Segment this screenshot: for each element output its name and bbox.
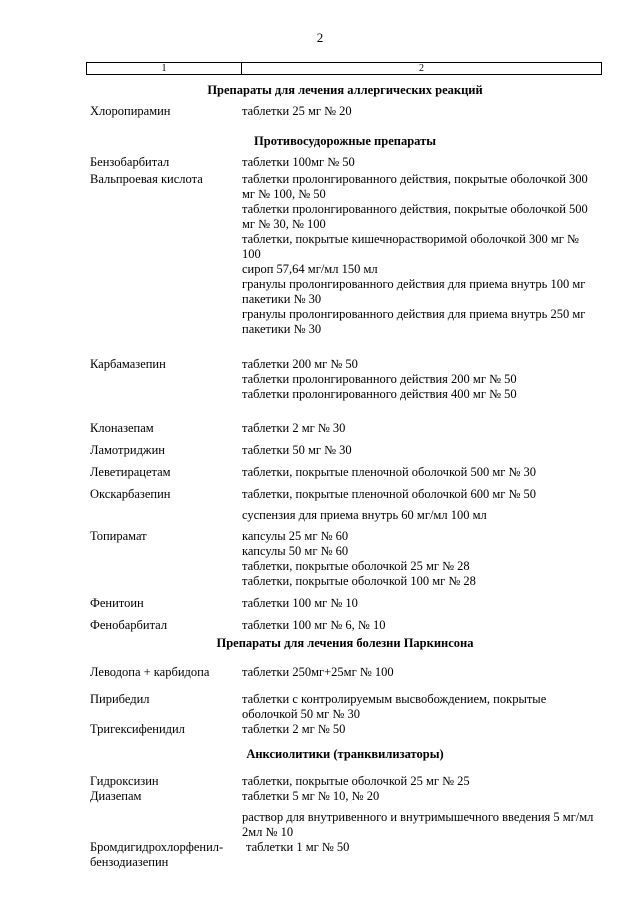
section-title: Препараты для лечения болезни Паркинсона bbox=[216, 636, 474, 650]
drug-form: таблетки, покрытые пленочной оболочкой 600 мг № 50 bbox=[242, 487, 537, 501]
section-title: Анксиолитики (транквилизаторы) bbox=[246, 747, 444, 761]
drug-form: таблетки 1 мг № 50 bbox=[246, 840, 350, 854]
drug-name: Фенитоин bbox=[90, 596, 144, 610]
drug-entry bbox=[90, 465, 600, 480]
drug-name: Гидроксизин bbox=[90, 774, 159, 788]
drug-entry bbox=[90, 692, 600, 722]
drug-form: таблетки 100 мг № 10 bbox=[242, 596, 358, 610]
drug-form: таблетки 2 мг № 30 bbox=[242, 421, 346, 435]
drug-name: Бензобарбитал bbox=[90, 155, 170, 169]
drug-form: таблетки 2 мг № 50 bbox=[242, 722, 346, 736]
drug-entry bbox=[90, 357, 600, 402]
drug-name: Вальпроевая кислота bbox=[90, 172, 203, 186]
drug-form: таблетки 25 мг № 20 bbox=[242, 104, 352, 118]
drug-form: таблетки 100мг № 50 bbox=[242, 155, 355, 169]
drug-entry bbox=[90, 618, 600, 633]
drug-name: Тригексифенидил bbox=[90, 722, 185, 736]
drug-entry bbox=[90, 487, 600, 523]
drug-form: таблетки 5 мг № 10, № 20 bbox=[242, 789, 380, 803]
drug-name: Диазепам bbox=[90, 789, 142, 803]
drug-entry bbox=[90, 443, 600, 458]
drug-form: капсулы 25 мг № 60 bbox=[242, 529, 349, 543]
drug-form: таблетки пролонгированного действия 400 мг № 50 bbox=[242, 387, 517, 401]
drug-entry bbox=[90, 172, 600, 337]
drug-form: сироп 57,64 мг/мл 150 мл bbox=[242, 262, 378, 276]
drug-form: таблетки 100 мг № 6, № 10 bbox=[242, 618, 386, 632]
drug-name: Окскарбазепин bbox=[90, 487, 171, 501]
drug-form: гранулы пролонгированного действия для приема внутрь 250 мг пакетики № 30 bbox=[242, 307, 586, 336]
drug-name: Топирамат bbox=[90, 529, 147, 543]
drug-name: Клоназепам bbox=[90, 421, 154, 435]
drug-name: Леводопа + карбидопа bbox=[90, 665, 210, 679]
drug-list bbox=[90, 80, 600, 870]
drug-name: Хлоропирамин bbox=[90, 104, 171, 118]
drug-form: таблетки пролонгированного действия, покрытые оболочкой 500 мг № 30, № 100 bbox=[242, 202, 588, 231]
drug-entry bbox=[90, 840, 600, 870]
drug-form: суспензия для приема внутрь 60 мг/мл 100 мл bbox=[242, 508, 487, 522]
drug-name: Пирибедил bbox=[90, 692, 150, 706]
drug-name: Ламотриджин bbox=[90, 443, 165, 457]
drug-form: таблетки, покрытые пленочной оболочкой 500 мг № 30 bbox=[242, 465, 537, 479]
column-header-row bbox=[86, 62, 602, 75]
drug-form: таблетки с контролируемым высвобождением, покрытые оболочкой 50 мг № 30 bbox=[242, 692, 547, 721]
drug-name: Бромдигидрохлорфенил-бензодиазепин bbox=[90, 840, 224, 869]
section-title: Препараты для лечения аллергических реакций bbox=[207, 83, 483, 97]
drug-entry bbox=[90, 104, 600, 119]
drug-form: таблетки 200 мг № 50 bbox=[242, 357, 358, 371]
drug-entry bbox=[90, 596, 600, 611]
drug-name: Карбамазепин bbox=[90, 357, 166, 371]
drug-form: таблетки пролонгированного действия 200 мг № 50 bbox=[242, 372, 517, 386]
drug-form: таблетки, покрытые оболочкой 25 мг № 28 bbox=[242, 559, 470, 573]
drug-entry bbox=[90, 529, 600, 589]
drug-entry bbox=[90, 665, 600, 680]
drug-entry bbox=[90, 722, 600, 737]
drug-form: гранулы пролонгированного действия для приема внутрь 100 мг пакетики № 30 bbox=[242, 277, 586, 306]
column-header-1: 1 bbox=[87, 63, 242, 74]
drug-entry bbox=[90, 421, 600, 436]
drug-entry bbox=[90, 155, 600, 170]
drug-name: Леветирацетам bbox=[90, 465, 171, 479]
drug-form: таблетки, покрытые кишечнорастворимой оболочкой 300 мг № 100 bbox=[242, 232, 579, 261]
drug-form: таблетки, покрытые оболочкой 25 мг № 25 bbox=[242, 774, 470, 788]
drug-form: таблетки пролонгированного действия, покрытые оболочкой 300 мг № 100, № 50 bbox=[242, 172, 588, 201]
drug-entry bbox=[90, 774, 600, 789]
drug-form: таблетки, покрытые оболочкой 100 мг № 28 bbox=[242, 574, 476, 588]
section-title: Противосудорожные препараты bbox=[254, 134, 436, 148]
drug-form: таблетки 50 мг № 30 bbox=[242, 443, 352, 457]
drug-name: Фенобарбитал bbox=[90, 618, 168, 632]
column-header-2: 2 bbox=[419, 63, 424, 74]
drug-form: таблетки 250мг+25мг № 100 bbox=[242, 665, 394, 679]
page-number: 2 bbox=[316, 30, 324, 45]
drug-form: капсулы 50 мг № 60 bbox=[242, 544, 349, 558]
drug-form: раствор для внутривенного и внутримышечного введения 5 мг/мл 2мл № 10 bbox=[242, 810, 594, 839]
drug-entry bbox=[90, 789, 600, 840]
